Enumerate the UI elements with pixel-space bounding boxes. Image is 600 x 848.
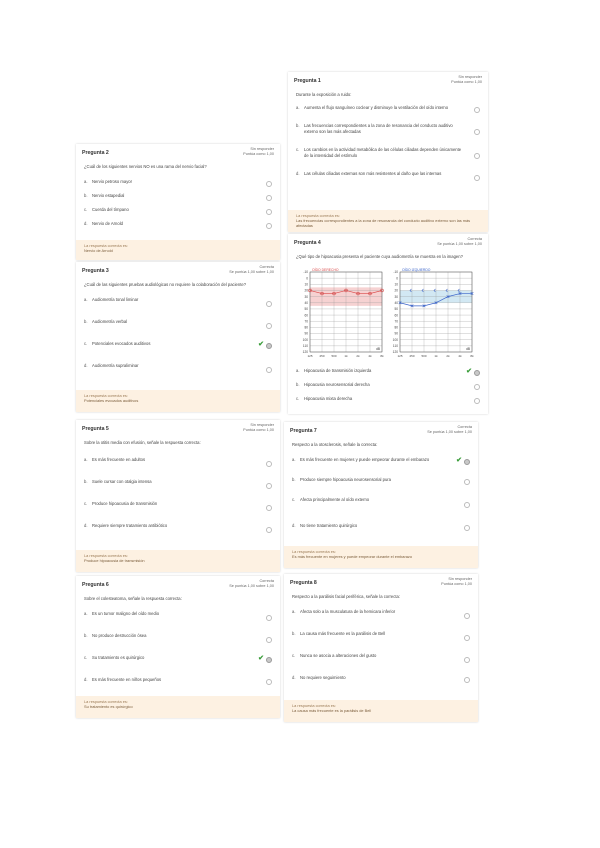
radio-button[interactable] bbox=[266, 679, 272, 685]
answer-option[interactable]: a. Afecta solo a la musculatura de la hemicara inferior bbox=[284, 609, 478, 631]
x-tick-label: 125 bbox=[397, 354, 403, 358]
question-title: Pregunta 1 bbox=[294, 78, 321, 84]
question-prompt: Sobre el colesteatoma, señale la respuesta correcta: bbox=[84, 596, 182, 601]
radio-button[interactable] bbox=[464, 459, 470, 465]
y-tick-label: 80 bbox=[304, 325, 308, 330]
feedback-box bbox=[76, 240, 280, 260]
y-tick-label: 110 bbox=[302, 344, 308, 349]
y-tick-label: 30 bbox=[394, 294, 398, 299]
answer-option[interactable]: b. Produce siempre hipoacusia neurosensorial pura bbox=[284, 477, 478, 497]
radio-button[interactable] bbox=[474, 398, 480, 404]
answer-option[interactable]: d. Nervio de Arnold bbox=[76, 221, 280, 235]
question-prompt: ¿Cuál de las siguientes pruebas audiológicas no requiere la colaboración del paciente? bbox=[84, 282, 247, 287]
feedback-label: La respuesta correcta es: bbox=[84, 553, 128, 558]
feedback-label: La respuesta correcta es: bbox=[296, 213, 340, 218]
feedback-answer: Potenciales evocados auditivos bbox=[84, 398, 139, 403]
answer-option[interactable]: a. Audiometría tonal liminar bbox=[76, 297, 280, 319]
question-prompt: Respecto a la parálisis facial periférica, señale la correcta: bbox=[292, 594, 400, 599]
question-status: Correcta Se puntúa 1,00 sobre 1,00 bbox=[229, 265, 274, 274]
x-tick-label: 2k bbox=[356, 354, 360, 358]
question-title: Pregunta 6 bbox=[82, 582, 109, 588]
card-header bbox=[76, 420, 280, 440]
question-card-6 bbox=[76, 576, 280, 718]
x-tick-label: 8k bbox=[380, 354, 384, 358]
radio-button[interactable] bbox=[266, 301, 272, 307]
feedback-answer: Su tratamiento es quirúrgico bbox=[84, 704, 133, 709]
answer-option[interactable]: c. Potenciales evocados auditivos ✔ bbox=[76, 341, 280, 363]
radio-button[interactable] bbox=[266, 367, 272, 373]
card-header bbox=[76, 262, 280, 282]
y-tick-label: 10 bbox=[304, 282, 308, 287]
unit-label: dB bbox=[466, 347, 470, 351]
y-tick-label: 20 bbox=[394, 288, 398, 293]
answer-option[interactable]: b. No produce destrucción ósea bbox=[76, 633, 280, 655]
panel-label: OÍDO DERECHO bbox=[312, 268, 339, 272]
x-tick-label: 4k bbox=[458, 354, 462, 358]
x-tick-label: 1k bbox=[344, 354, 348, 358]
answer-option[interactable]: c. Su tratamiento es quirúrgico ✔ bbox=[76, 655, 280, 677]
feedback-answer: Las frecuencias correspondientes a la zona de resonancia del conducto auditivo externo son las más afectadas bbox=[296, 218, 471, 228]
answer-option[interactable]: d. Audiometría supraliminar bbox=[76, 363, 280, 385]
answer-option[interactable]: d. Es más frecuente en niños pequeños bbox=[76, 677, 280, 695]
question-card-7 bbox=[284, 422, 478, 568]
radio-button[interactable] bbox=[266, 527, 272, 533]
answer-option[interactable]: b. Audiometría verbal bbox=[76, 319, 280, 341]
answer-option[interactable]: b. Hipoacusia neurosensorial derecha bbox=[288, 382, 488, 396]
answer-option[interactable]: b. Las frecuencias correspondientes a la zona de resonancia del conducto auditivo externo son las más afectadas bbox=[288, 123, 488, 147]
y-tick-label: 70 bbox=[394, 319, 398, 324]
question-status: Sin responder Puntúa como 1,00 bbox=[441, 577, 472, 586]
radio-button[interactable] bbox=[474, 370, 480, 376]
radio-button[interactable] bbox=[474, 107, 480, 113]
y-tick-label: 50 bbox=[394, 307, 398, 312]
answer-option[interactable]: d. Las células ciliadas externas son más resistentes al daño que las internas bbox=[288, 171, 488, 189]
y-tick-label: 70 bbox=[304, 319, 308, 324]
y-tick-label: 10 bbox=[394, 282, 398, 287]
y-tick-label: 40 bbox=[394, 300, 398, 305]
feedback-label: La respuesta correcta es: bbox=[84, 393, 128, 398]
y-tick-label: 50 bbox=[304, 307, 308, 312]
y-tick-label: -10 bbox=[393, 270, 398, 275]
answer-option[interactable]: a. Es un tumor maligno del oído medio bbox=[76, 611, 280, 633]
question-title: Pregunta 5 bbox=[82, 426, 109, 432]
radio-button[interactable] bbox=[266, 209, 272, 215]
question-card-4 bbox=[288, 234, 488, 414]
question-title: Pregunta 4 bbox=[294, 240, 321, 246]
radio-button[interactable] bbox=[464, 479, 470, 485]
question-status: Correcta Se puntúa 1,00 sobre 1,00 bbox=[427, 425, 472, 434]
feedback-label: La respuesta correcta es: bbox=[84, 699, 128, 704]
answer-option[interactable]: c. Cuerda del tímpano bbox=[76, 207, 280, 221]
radio-button[interactable] bbox=[266, 223, 272, 229]
y-tick-label: 90 bbox=[394, 331, 398, 336]
answer-option[interactable]: c. Afecta principalmente al oído externo bbox=[284, 497, 478, 523]
y-tick-label: 100 bbox=[392, 337, 398, 342]
y-tick-label: 100 bbox=[302, 337, 308, 342]
radio-button[interactable] bbox=[464, 657, 470, 663]
radio-button[interactable] bbox=[474, 384, 480, 390]
radio-button[interactable] bbox=[266, 657, 272, 663]
y-tick-label: 110 bbox=[392, 344, 398, 349]
radio-button[interactable] bbox=[474, 153, 480, 159]
radio-button[interactable] bbox=[266, 637, 272, 643]
answer-option[interactable]: c. Produce hipoacusia de transmisión bbox=[76, 501, 280, 523]
y-tick-label: 60 bbox=[394, 313, 398, 318]
x-tick-label: 500 bbox=[331, 354, 337, 358]
y-tick-label: 90 bbox=[304, 331, 308, 336]
card-header bbox=[284, 422, 478, 442]
feedback-label: La respuesta correcta es: bbox=[84, 243, 128, 248]
x-tick-label: 8k bbox=[470, 354, 474, 358]
question-card-8 bbox=[284, 574, 478, 722]
panel-label: OÍDO IZQUIERDO bbox=[402, 268, 431, 272]
question-title: Pregunta 2 bbox=[82, 150, 109, 156]
card-header bbox=[288, 72, 488, 92]
answer-option[interactable]: a. Es más frecuente en mujeres y puede empeorar durante el embarazo ✔ bbox=[284, 457, 478, 477]
feedback-answer: Nervio de Arnold bbox=[84, 248, 113, 253]
question-card-5 bbox=[76, 420, 280, 572]
y-tick-label: 80 bbox=[394, 325, 398, 330]
card-header bbox=[76, 576, 280, 596]
radio-button[interactable] bbox=[266, 323, 272, 329]
y-tick-label: 40 bbox=[304, 300, 308, 305]
answer-option[interactable]: b. La causa más frecuente es la parálisis de Bell bbox=[284, 631, 478, 653]
card-header bbox=[76, 144, 280, 164]
x-tick-label: 4k bbox=[368, 354, 372, 358]
feedback-box bbox=[288, 210, 488, 232]
answer-option[interactable]: b. Suele cursar con otalgia intensa bbox=[76, 479, 280, 501]
question-prompt: ¿Cuál de los siguientes nervios NO es una rama del nervio facial? bbox=[84, 164, 207, 169]
card-header bbox=[284, 574, 478, 594]
question-status: Sin responder Puntúa como 1,00 bbox=[243, 423, 274, 432]
answer-option[interactable]: b. Nervio estapedial bbox=[76, 193, 280, 207]
correct-check-icon: ✔ bbox=[456, 457, 462, 465]
feedback-answer: Es más frecuente en mujeres y puede empeorar durante el embarazo bbox=[292, 554, 413, 559]
feedback-box bbox=[76, 696, 280, 718]
question-status: Correcta Se puntúa 1,00 sobre 1,00 bbox=[437, 237, 482, 246]
answer-option[interactable]: a. Hipoacusia de transmisión izquierda ✔ bbox=[288, 368, 488, 382]
answer-option[interactable]: c. Nunca se asocia a alteraciones del gusto bbox=[284, 653, 478, 675]
radio-button[interactable] bbox=[266, 615, 272, 621]
radio-button[interactable] bbox=[266, 483, 272, 489]
feedback-label: La respuesta correcta es: bbox=[292, 549, 336, 554]
x-tick-label: 250 bbox=[409, 354, 415, 358]
question-prompt: Sobre la otitis media con efusión, señale la respuesta correcta: bbox=[84, 440, 201, 445]
feedback-label: La respuesta correcta es: bbox=[292, 703, 336, 708]
x-tick-label: 1k bbox=[434, 354, 438, 358]
question-status: Sin responder Puntúa como 1,00 bbox=[243, 147, 274, 156]
radio-button[interactable] bbox=[464, 677, 470, 683]
x-tick-label: 250 bbox=[319, 354, 325, 358]
radio-button[interactable] bbox=[266, 195, 272, 201]
correct-check-icon: ✔ bbox=[258, 655, 264, 663]
answer-option[interactable]: d. No tiene tratamiento quirúrgico bbox=[284, 523, 478, 543]
radio-button[interactable] bbox=[474, 129, 480, 135]
question-prompt: Durante la exposición a ruido: bbox=[296, 92, 352, 97]
feedback-answer: Produce hipoacusia de transmisión bbox=[84, 558, 145, 563]
radio-button[interactable] bbox=[266, 461, 272, 467]
unit-label: dB bbox=[376, 347, 380, 351]
y-tick-label: 120 bbox=[302, 350, 308, 355]
question-status: Correcta Se puntúa 1,00 sobre 1,00 bbox=[229, 579, 274, 588]
y-tick-label: 0 bbox=[306, 276, 308, 281]
answer-option[interactable]: c. Hipoacusia mixta derecha bbox=[288, 396, 488, 410]
radio-button[interactable] bbox=[464, 525, 470, 531]
x-tick-label: 2k bbox=[446, 354, 450, 358]
question-card-1 bbox=[288, 72, 488, 232]
answer-option[interactable]: c. Los cambios en la actividad metabólica de las células ciliadas dependen únicamente de la intensidad del estímulo bbox=[288, 147, 488, 171]
radio-button[interactable] bbox=[266, 181, 272, 187]
answer-option[interactable]: d. No requiere seguimiento bbox=[284, 675, 478, 695]
question-card-2 bbox=[76, 144, 280, 260]
correct-check-icon: ✔ bbox=[258, 341, 264, 349]
x-tick-label: 125 bbox=[307, 354, 313, 358]
feedback-answer: La causa más frecuente es la parálisis de Bell bbox=[292, 708, 372, 713]
answer-option[interactable]: d. Requiere siempre tratamiento antibiótico bbox=[76, 523, 280, 545]
radio-button[interactable] bbox=[474, 175, 480, 181]
question-title: Pregunta 8 bbox=[290, 580, 317, 586]
y-tick-label: 120 bbox=[392, 350, 398, 355]
y-tick-label: -10 bbox=[303, 270, 308, 275]
audiogram-chart bbox=[296, 266, 480, 366]
feedback-box bbox=[284, 546, 478, 568]
question-prompt: Respecto a la otosclerosis, señale la correcta: bbox=[292, 442, 378, 447]
card-header bbox=[288, 234, 488, 254]
feedback-box bbox=[284, 700, 478, 722]
question-card-3 bbox=[76, 262, 280, 412]
question-status: Sin responder Puntúa como 1,00 bbox=[451, 75, 482, 84]
question-title: Pregunta 7 bbox=[290, 428, 317, 434]
x-tick-label: 500 bbox=[421, 354, 427, 358]
y-tick-label: 30 bbox=[304, 294, 308, 299]
answer-option[interactable]: a. Nervio petroso mayor bbox=[76, 179, 280, 193]
radio-button[interactable] bbox=[266, 343, 272, 349]
feedback-box bbox=[76, 390, 280, 412]
radio-button[interactable] bbox=[464, 502, 470, 508]
y-tick-label: 60 bbox=[304, 313, 308, 318]
answer-option[interactable]: a. Es más frecuente en adultos bbox=[76, 457, 280, 479]
correct-check-icon: ✔ bbox=[466, 368, 472, 375]
y-tick-label: 20 bbox=[304, 288, 308, 293]
feedback-box bbox=[76, 550, 280, 572]
y-tick-label: 0 bbox=[396, 276, 398, 281]
radio-button[interactable] bbox=[464, 635, 470, 641]
answer-option[interactable]: a. Aumenta el flujo sanguíneo coclear y disminuye la ventilación del oído interno bbox=[288, 105, 488, 123]
question-prompt: ¿Qué tipo de hipoacusia presenta el paciente cuya audiometría se muestra en la imagen? bbox=[296, 254, 463, 259]
radio-button[interactable] bbox=[266, 505, 272, 511]
question-title: Pregunta 3 bbox=[82, 268, 109, 274]
radio-button[interactable] bbox=[464, 613, 470, 619]
